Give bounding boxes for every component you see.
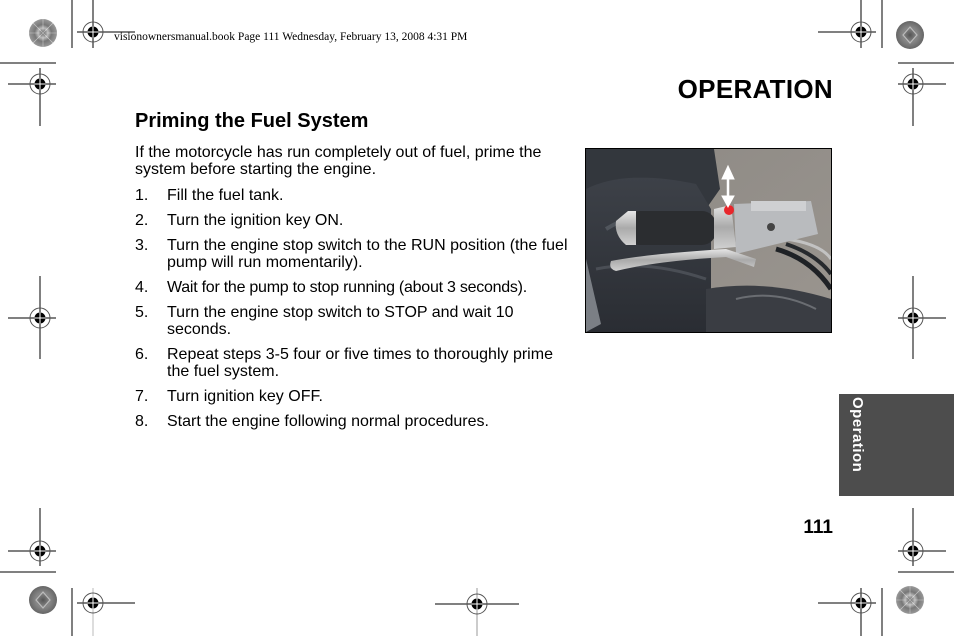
- instructions: [135, 144, 575, 438]
- section-title: OPERATION: [677, 74, 833, 104]
- step-number: 7.: [135, 388, 149, 405]
- step-number: 6.: [135, 346, 149, 363]
- list-item: [135, 279, 575, 296]
- list-item: [135, 388, 575, 405]
- book-slug-line: visionownersmanual.book Page 111 Wednesday, February 13, 2008 4:31 PM: [114, 31, 468, 43]
- chapter-tab: [839, 394, 954, 496]
- step-number: 1.: [135, 187, 149, 204]
- step-number: 3.: [135, 237, 149, 254]
- list-item: [135, 237, 575, 271]
- step-number: 4.: [135, 279, 149, 296]
- registration-mark: [83, 22, 103, 42]
- step-text: Turn the engine stop switch to the RUN position (the fuel pump will run momentarily).: [167, 237, 568, 271]
- step-text: Repeat steps 3-5 four or five times to thoroughly prime the fuel system.: [167, 346, 553, 380]
- step-text: Turn the ignition key ON.: [167, 212, 344, 229]
- chapter-tab-label: Operation: [849, 397, 866, 473]
- color-target-bottom-left: [29, 586, 57, 614]
- list-item: [135, 187, 575, 204]
- step-number: 2.: [135, 212, 149, 229]
- handlebar-photo: [585, 148, 832, 333]
- step-text: Start the engine following normal procedures.: [167, 413, 489, 430]
- color-target-top-right: [896, 21, 924, 49]
- step-text: Turn the engine stop switch to STOP and wait 10 seconds.: [167, 304, 514, 338]
- color-target-bottom-right: [896, 586, 924, 614]
- list-item: [135, 413, 575, 430]
- step-text: Fill the fuel tank.: [167, 187, 284, 204]
- step-text: Turn ignition key OFF.: [167, 388, 323, 405]
- list-item: [135, 212, 575, 229]
- step-number: 8.: [135, 413, 149, 430]
- list-item: [135, 346, 575, 380]
- step-text: Wait for the pump to stop running (about 3 seconds).: [167, 279, 527, 296]
- color-target-top-left: [29, 19, 57, 47]
- steps-list: [135, 187, 575, 430]
- list-item: [135, 304, 575, 338]
- page-number: 111: [803, 517, 833, 538]
- step-number: 5.: [135, 304, 149, 321]
- intro-paragraph: If the motorcycle has run completely out of fuel, prime the system before starting the engine.: [135, 144, 542, 178]
- page-heading: Priming the Fuel System: [135, 110, 369, 132]
